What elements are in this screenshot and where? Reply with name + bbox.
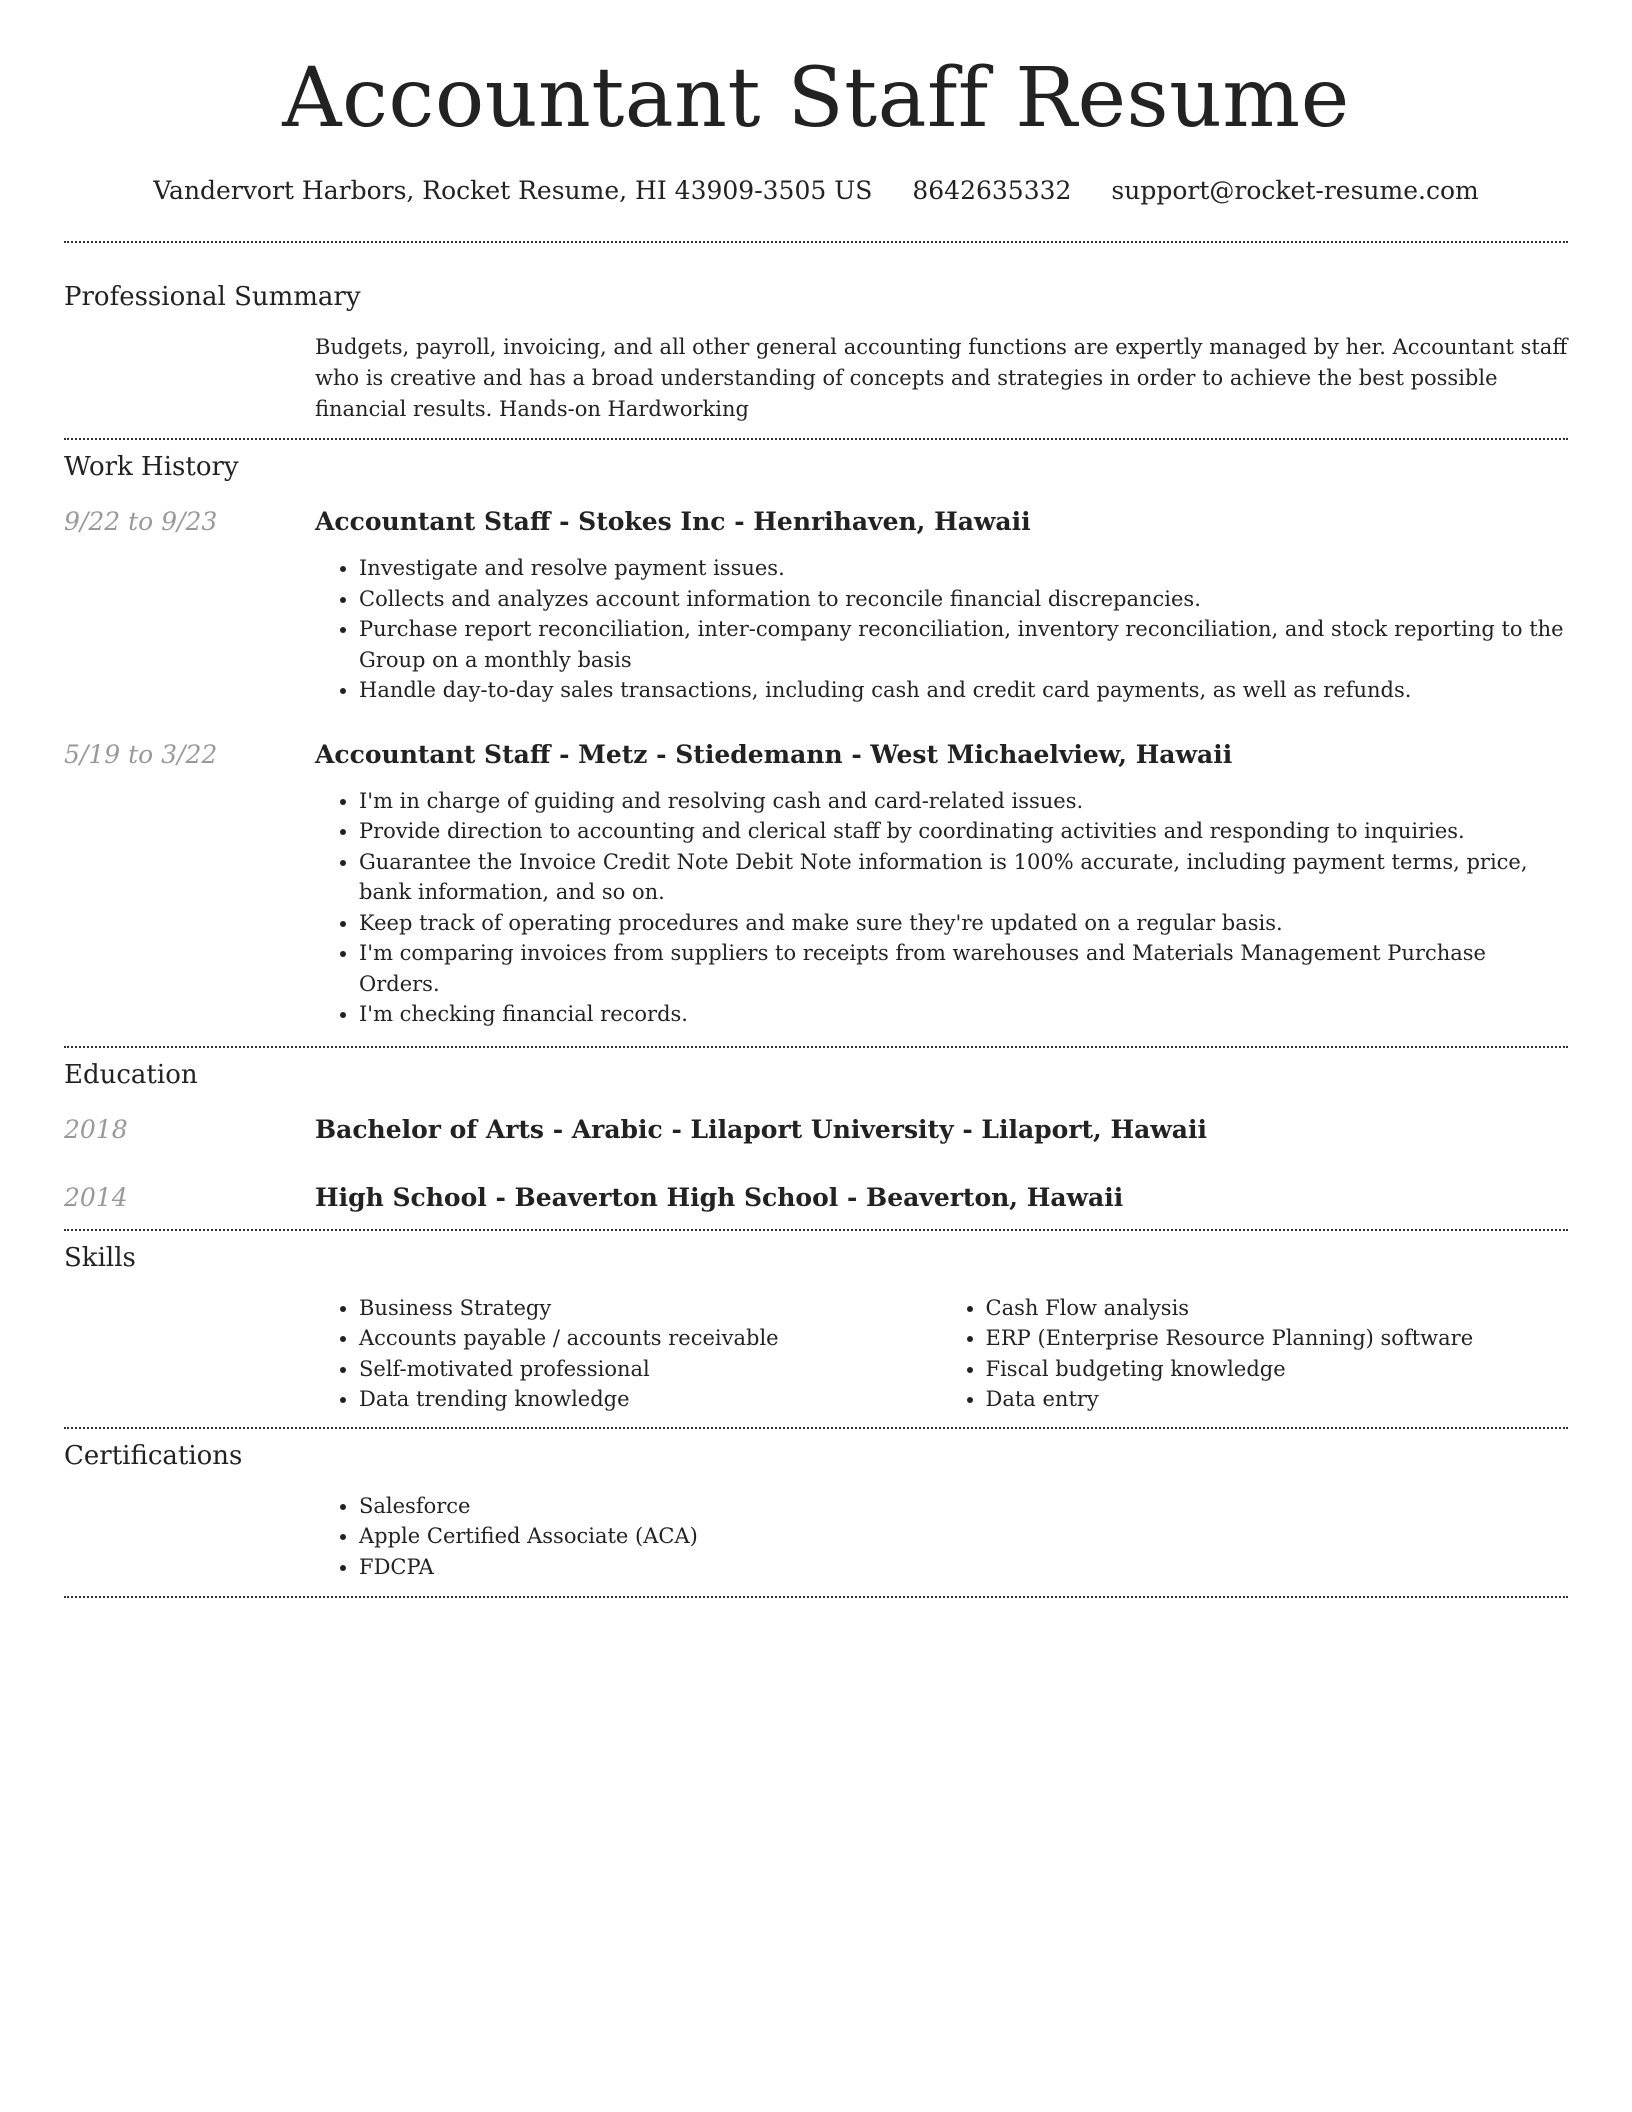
divider — [64, 241, 1568, 243]
list-item: • Accounts payable / accounts receivable — [359, 1323, 942, 1354]
skills-list-left — [315, 1293, 942, 1415]
education-section — [64, 1060, 1568, 1213]
divider — [64, 1596, 1568, 1598]
job-title: Accountant Staff - Stokes Inc - Henrihaven, Hawaii — [315, 507, 1031, 536]
work-history-section — [64, 452, 1568, 1030]
education-year: 2014 — [64, 1182, 128, 1212]
list-item: • Handle day-to-day sales transactions, including cash and credit card payments, as well as refunds. — [359, 675, 1568, 706]
list-item: • Purchase report reconciliation, inter-company reconciliation, inventory reconciliation, and stock reporting to the Group on a monthly basis — [359, 614, 1568, 675]
education-entry — [64, 1115, 1568, 1145]
list-item: • Keep track of operating procedures and make sure they're updated on a regular basis. — [359, 908, 1568, 939]
contact-line — [64, 176, 1568, 205]
skills-heading: Skills — [64, 1242, 136, 1273]
list-item: • Provide direction to accounting and clerical staff by coordinating activities and responding to inquiries. — [359, 816, 1568, 847]
list-item: • Guarantee the Invoice Credit Note Debit Note information is 100% accurate, including payment terms, price, bank information, and so on. — [359, 847, 1568, 908]
skills-section — [64, 1243, 1568, 1415]
certifications-section — [64, 1441, 1568, 1583]
summary-section — [64, 282, 1568, 425]
job-dates: 9/22 to 9/23 — [64, 507, 218, 536]
job-entry — [64, 740, 1568, 1030]
list-item: • Collects and analyzes account information to reconcile financial discrepancies. — [359, 584, 1568, 615]
job-bullets — [315, 553, 1568, 706]
education-title: High School - Beaverton High School - Beaverton, Hawaii — [315, 1182, 1124, 1212]
divider — [64, 1427, 1568, 1429]
contact-email: support@rocket-resume.com — [1111, 176, 1479, 205]
list-item: • I'm comparing invoices from suppliers to receipts from warehouses and Materials Management Purchase Orders. — [359, 938, 1568, 999]
job-title: Accountant Staff - Metz - Stiedemann - West Michaelview, Hawaii — [315, 739, 1233, 769]
list-item: • Data trending knowledge — [359, 1384, 942, 1415]
list-item: • Apple Certified Associate (ACA) — [359, 1521, 1568, 1552]
list-item: • Salesforce — [359, 1491, 1568, 1522]
job-bullets — [315, 786, 1568, 1030]
education-heading: Education — [64, 1059, 198, 1090]
list-item: • FDCPA — [359, 1552, 1568, 1583]
education-title: Bachelor of Arts - Arabic - Lilaport University - Lilaport, Hawaii — [315, 1114, 1207, 1144]
list-item: • Self-motivated professional — [359, 1354, 942, 1385]
list-item: • Business Strategy — [359, 1293, 942, 1324]
education-year: 2018 — [64, 1114, 128, 1144]
skills-list-right — [942, 1293, 1569, 1415]
certifications-heading: Certifications — [64, 1440, 243, 1471]
divider — [64, 1046, 1568, 1048]
list-item: • ERP (Enterprise Resource Planning) software — [986, 1323, 1569, 1354]
list-item: • Fiscal budgeting knowledge — [986, 1354, 1569, 1385]
job-entry — [64, 507, 1568, 706]
list-item: • I'm in charge of guiding and resolving cash and card-related issues. — [359, 786, 1568, 817]
contact-address: Vandervort Harbors, Rocket Resume, HI 43909-3505 US — [153, 176, 873, 205]
summary-heading: Professional Summary — [64, 282, 361, 312]
list-item: • Cash Flow analysis — [986, 1293, 1569, 1324]
education-entry — [64, 1183, 1568, 1213]
certifications-list — [315, 1491, 1568, 1583]
resume-title: Accountant Staff Resume — [282, 51, 1350, 146]
list-item: • Data entry — [986, 1384, 1569, 1415]
divider — [64, 1229, 1568, 1231]
divider — [64, 438, 1568, 440]
contact-phone: 8642635332 — [912, 176, 1072, 205]
list-item: • Investigate and resolve payment issues. — [359, 553, 1568, 584]
work-history-heading: Work History — [64, 452, 239, 482]
summary-text: Budgets, payroll, invoicing, and all other general accounting functions are expertly managed by her. Accountant staff who is creative and has a broad understanding of concepts and strategies in order to achieve the best possible financial results. Hands-on Hardworking — [315, 335, 1568, 421]
job-dates: 5/19 to 3/22 — [64, 739, 218, 769]
list-item: • I'm checking financial records. — [359, 999, 1568, 1030]
